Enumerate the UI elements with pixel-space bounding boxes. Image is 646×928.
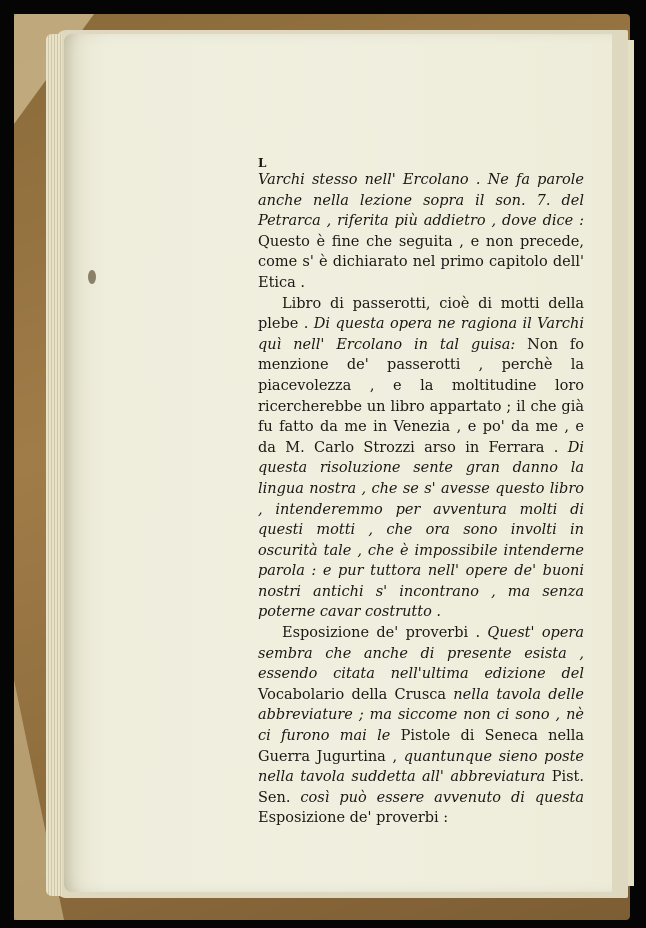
roman-text-run: Esposizione de' proverbi .	[282, 625, 481, 642]
page-text	[258, 158, 584, 829]
paragraph-list	[258, 170, 584, 829]
paragraph	[258, 623, 584, 829]
ink-smudge	[88, 270, 96, 284]
roman-text-run: Pist. Sen.	[258, 769, 584, 806]
italic-text-run: nella tavola delle abbreviature ; ma siccome non ci sono , nè ci furono mai le	[258, 686, 584, 745]
roman-text-run: Esposizione de' proverbi :	[258, 810, 449, 827]
paragraph	[258, 294, 584, 624]
roman-text-run: Vocabolario della Crusca	[258, 686, 447, 703]
page-fore-edge	[46, 34, 62, 896]
roman-text-run: Non fo menzione de' passerotti , perchè la piacevolezza , e la moltitudine loro ricercherebbe un libro appartato ; il che già fu fatto da me in Venezia , e po' da me , e da M. Carlo Strozzi arso in Ferrara .	[258, 336, 584, 456]
roman-text-run: Pistole di Seneca nella Guerra Jugurtina ,	[258, 728, 584, 765]
roman-text-run: Questo è fine che seguita , e non precede, come s' è dichiarato nel primo capitolo dell' Etica .	[258, 233, 584, 291]
italic-text-run: Di questa risoluzione sente gran danno la lingua nostra , che se s' avesse questo libro , intenderemmo per avventura molti di questi motti , che ora sono involti in oscurità tale , che è impossibile intenderne parola : e pur tuttora nell' opere de' buoni nostri antichi s' incontrano , ma senza poterne cavar costrutto .	[258, 439, 584, 621]
page-number: L	[258, 156, 267, 170]
italic-text-run: Di questa opera ne ragiona il Varchi quì nell' Ercolano in tal guisa:	[258, 316, 584, 353]
italic-text-run: Quest' opera sembra che anche di presente esista , essendo citata nell'ultima edizione del	[258, 625, 584, 683]
italic-text-run: Varchi stesso nell' Ercolano . Ne fa parole anche nella lezione sopra il son. 7. del Petrarca , riferita più addietro , dove dice :	[258, 172, 584, 230]
italic-text-run: quantunque sieno poste nella tavola suddetta all' abbreviatura	[258, 748, 584, 786]
roman-text-run: Libro di passerotti, cioè di motti della plebe .	[258, 295, 584, 333]
italic-text-run: così può essere avvenuto di questa	[290, 789, 584, 806]
paragraph	[258, 170, 584, 294]
